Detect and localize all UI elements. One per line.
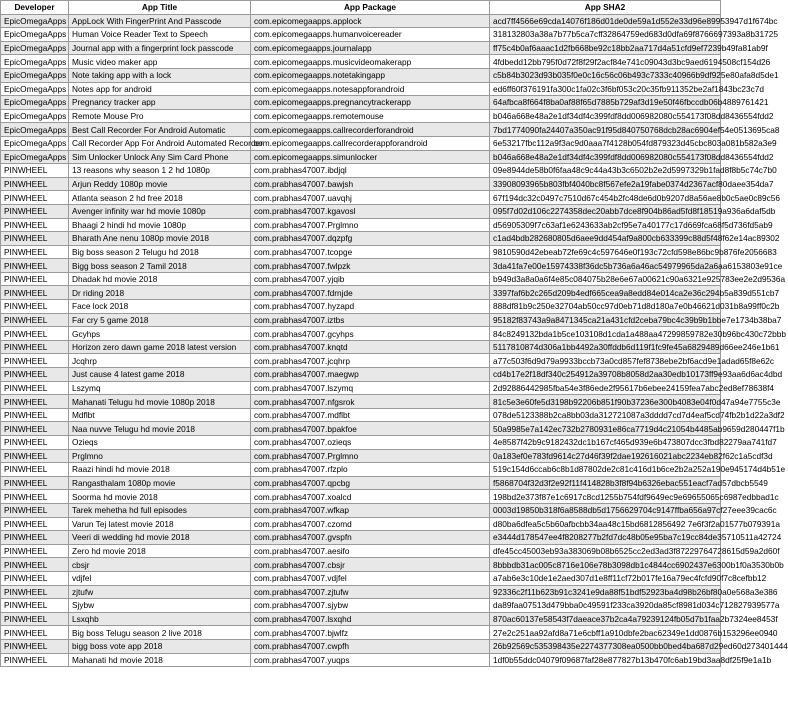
cell-app-sha2: 0a183ef0e783fd9614c27d46f39f2dae192616021abc2234eb82f62c1a5cdf3d bbox=[490, 449, 721, 463]
cell-app-package: com.prabhas47007.cbsjr bbox=[251, 558, 490, 572]
cell-app-package: com.epicomegaapps.callrecorderforandroid bbox=[251, 123, 490, 137]
cell-developer: PINWHEEL bbox=[1, 653, 69, 667]
table-row bbox=[1, 82, 721, 96]
cell-developer: EpicOmegaApps bbox=[1, 123, 69, 137]
cell-app-sha2: 26b92569c535398435e2274377308ea0500bb0bed4ba687d29ed60d273401444 bbox=[490, 639, 721, 653]
cell-app-sha2: 67f194dc32c0497c7510d67c454b2fc48de6d0b9207d8a56ae8b0c5ae0c89c56 bbox=[490, 191, 721, 205]
cell-app-package: com.prabhas47007.ibdjql bbox=[251, 164, 490, 178]
table-row bbox=[1, 476, 721, 490]
cell-app-title: Human Voice Reader Text to Speech bbox=[69, 28, 251, 42]
cell-developer: EpicOmegaApps bbox=[1, 28, 69, 42]
cell-app-title: Horizon zero dawn game 2018 latest version bbox=[69, 340, 251, 354]
table-row bbox=[1, 558, 721, 572]
cell-app-package: com.prabhas47007.bpakfoe bbox=[251, 422, 490, 436]
cell-app-sha2: cd4b17e2f18df340c254912a39708b8058d2aa30edb10173ff9e93aa6d6ac4dbd bbox=[490, 368, 721, 382]
cell-developer: PINWHEEL bbox=[1, 571, 69, 585]
cell-app-package: com.prabhas47007.kgavosl bbox=[251, 204, 490, 218]
cell-app-title: Raazi hindi hd movie 2018 bbox=[69, 463, 251, 477]
cell-app-sha2: 5117810874d306a1bb4492a30ffddb6d119f1fc9fe45a6829489d66ee246e1b61 bbox=[490, 340, 721, 354]
cell-app-title: vdjfel bbox=[69, 571, 251, 585]
cell-app-sha2: b046a668e48a2e1df34df4c399fdf8dd006982080c554173f08dd8436554fdd2 bbox=[490, 150, 721, 164]
cell-app-package: com.prabhas47007.nfgsrok bbox=[251, 395, 490, 409]
cell-developer: PINWHEEL bbox=[1, 191, 69, 205]
cell-app-sha2: b949d3a8a0a6f4e85c084075b28e6e67a00621c90a6321e925783ee2e2d9536a bbox=[490, 272, 721, 286]
cell-app-package: com.prabhas47007.hyzapd bbox=[251, 300, 490, 314]
cell-app-package: com.prabhas47007.tcopge bbox=[251, 245, 490, 259]
cell-app-title: Best Call Recorder For Android Automatic bbox=[69, 123, 251, 137]
cell-app-title: Just cause 4 latest game 2018 bbox=[69, 368, 251, 382]
cell-app-package: com.prabhas47007.Prglmno bbox=[251, 449, 490, 463]
cell-app-package: com.prabhas47007.lszymq bbox=[251, 381, 490, 395]
cell-app-sha2: 4fdbedd12bb795f0d72f8f29f2acf84e741c09043d3bc9aed6194508cf154d26 bbox=[490, 55, 721, 69]
cell-app-title: Call Recorder App For Android Automated Recorder bbox=[69, 136, 251, 150]
cell-developer: PINWHEEL bbox=[1, 313, 69, 327]
cell-app-title: Dr riding 2018 bbox=[69, 286, 251, 300]
table-row bbox=[1, 204, 721, 218]
table-row bbox=[1, 272, 721, 286]
cell-developer: PINWHEEL bbox=[1, 300, 69, 314]
cell-developer: EpicOmegaApps bbox=[1, 136, 69, 150]
cell-developer: PINWHEEL bbox=[1, 517, 69, 531]
table-row bbox=[1, 408, 721, 422]
table-row bbox=[1, 436, 721, 450]
table-row bbox=[1, 531, 721, 545]
table-row bbox=[1, 503, 721, 517]
cell-app-title: Arjun Reddy 1080p movie bbox=[69, 177, 251, 191]
cell-developer: PINWHEEL bbox=[1, 490, 69, 504]
cell-developer: PINWHEEL bbox=[1, 408, 69, 422]
table-row bbox=[1, 164, 721, 178]
cell-app-package: com.epicomegaapps.humanvoicereader bbox=[251, 28, 490, 42]
cell-app-sha2: 2d92886442985fba54e3f86ede2f95617b6ebee24159fea7abc2ed8ef78638f4 bbox=[490, 381, 721, 395]
cell-app-package: com.epicomegaapps.callrecorderappforandroid bbox=[251, 136, 490, 150]
cell-app-title: Rangasthalam 1080p movie bbox=[69, 476, 251, 490]
table-row bbox=[1, 463, 721, 477]
cell-app-title: Mahanati Telugu hd movie 1080p 2018 bbox=[69, 395, 251, 409]
cell-developer: PINWHEEL bbox=[1, 503, 69, 517]
cell-app-package: com.prabhas47007.xoalcd bbox=[251, 490, 490, 504]
cell-app-package: com.epicomegaapps.journalapp bbox=[251, 41, 490, 55]
table-row bbox=[1, 218, 721, 232]
table-row bbox=[1, 28, 721, 42]
cell-app-package: com.epicomegaapps.notesappforandroid bbox=[251, 82, 490, 96]
cell-developer: PINWHEEL bbox=[1, 272, 69, 286]
cell-app-sha2: b046a668e48a2e1df34df4c399fdf8dd006982080c554173f08dd8436554fdd2 bbox=[490, 109, 721, 123]
cell-developer: PINWHEEL bbox=[1, 449, 69, 463]
cell-app-title: Note taking app with a lock bbox=[69, 68, 251, 82]
table-row bbox=[1, 422, 721, 436]
table-row bbox=[1, 368, 721, 382]
cell-app-title: Music video maker app bbox=[69, 55, 251, 69]
cell-developer: PINWHEEL bbox=[1, 204, 69, 218]
cell-app-title: Face lock 2018 bbox=[69, 300, 251, 314]
cell-app-package: com.epicomegaapps.remotemouse bbox=[251, 109, 490, 123]
cell-developer: PINWHEEL bbox=[1, 558, 69, 572]
table-row bbox=[1, 639, 721, 653]
table-row bbox=[1, 68, 721, 82]
cell-app-sha2: acd7ff4566e69cda14076f186d01de0de59a1d552e33d96e89953947d1f674bc bbox=[490, 14, 721, 28]
cell-app-title: Veeri di wedding hd movie 2018 bbox=[69, 531, 251, 545]
cell-developer: PINWHEEL bbox=[1, 218, 69, 232]
table-row bbox=[1, 123, 721, 137]
cell-developer: PINWHEEL bbox=[1, 340, 69, 354]
cell-app-title: cbsjr bbox=[69, 558, 251, 572]
table-row bbox=[1, 259, 721, 273]
cell-developer: PINWHEEL bbox=[1, 259, 69, 273]
cell-app-package: com.prabhas47007.bawjsh bbox=[251, 177, 490, 191]
cell-app-package: com.prabhas47007.lsxqhd bbox=[251, 612, 490, 626]
cell-app-package: com.epicomegaapps.simunlocker bbox=[251, 150, 490, 164]
cell-app-sha2: 84c8249132bda1b5ce103108d1cda1a488aa47299859782e30b96bc430c72bbb bbox=[490, 327, 721, 341]
cell-developer: PINWHEEL bbox=[1, 612, 69, 626]
cell-app-package: com.prabhas47007.jcqhrp bbox=[251, 354, 490, 368]
cell-app-sha2: 8bbbdb31ac005c8716e106e78b3098db1c4844cc6902437e6300b1f0a3530b0b bbox=[490, 558, 721, 572]
cell-app-sha2: 318132803a38a7b77b5ca7cff32864759ed683d0dfa69f8766697393a8b31725 bbox=[490, 28, 721, 42]
cell-app-package: com.prabhas47007.yjqib bbox=[251, 272, 490, 286]
table-row bbox=[1, 517, 721, 531]
cell-app-sha2: dfe45cc45003eb93a383069b08b6525cc2ed3ad3f87229764728615d59a2d60f bbox=[490, 544, 721, 558]
cell-app-sha2: 95182f83743a9a8471345ca21a431cfd2ceba79bc4c39b9b1bbe7e1734b38ba7 bbox=[490, 313, 721, 327]
table-row bbox=[1, 571, 721, 585]
cell-app-sha2: f5868704f32d3f2e92f11f414828b3f8f94b6326ebac551eacf7ad57dbcb5549 bbox=[490, 476, 721, 490]
cell-app-title: Ozieqs bbox=[69, 436, 251, 450]
cell-app-sha2: 0003d19850b318f6a8588db5d1756629704c9147ffba656a97cf27eee39cac6c bbox=[490, 503, 721, 517]
cell-app-title: Bhaagi 2 hindi hd movie 1080p bbox=[69, 218, 251, 232]
cell-app-package: com.epicomegaapps.applock bbox=[251, 14, 490, 28]
table-row bbox=[1, 300, 721, 314]
table-row bbox=[1, 136, 721, 150]
header-app-package: App Package bbox=[251, 1, 490, 15]
table-row bbox=[1, 109, 721, 123]
cell-app-title: Big boss season 2 Telugu hd 2018 bbox=[69, 245, 251, 259]
cell-developer: PINWHEEL bbox=[1, 599, 69, 613]
cell-app-title: Far cry 5 game 2018 bbox=[69, 313, 251, 327]
cell-app-package: com.prabhas47007.bjwlfz bbox=[251, 626, 490, 640]
cell-app-title: Notes app for android bbox=[69, 82, 251, 96]
table-row bbox=[1, 55, 721, 69]
table-row bbox=[1, 96, 721, 110]
cell-app-title: Zero hd movie 2018 bbox=[69, 544, 251, 558]
cell-developer: PINWHEEL bbox=[1, 177, 69, 191]
cell-app-sha2: e3444d178547ee4f8208277b2fd7dc48b05e95ba7c19cc84de35710511a42724 bbox=[490, 531, 721, 545]
cell-app-sha2: 6e53217fbc112a9f3ac9d0aaa7f4128b054fd879323d45cbc803a081b582a3e9 bbox=[490, 136, 721, 150]
cell-developer: PINWHEEL bbox=[1, 544, 69, 558]
cell-app-title: Big boss Telugu season 2 live 2018 bbox=[69, 626, 251, 640]
cell-app-package: com.prabhas47007.knqtd bbox=[251, 340, 490, 354]
cell-app-sha2: c5b84b3023d93b035f0e0c16c56c06b493c7333c40966b9df925e80afa8d5de1 bbox=[490, 68, 721, 82]
cell-app-title: Mahanati hd movie 2018 bbox=[69, 653, 251, 667]
cell-developer: PINWHEEL bbox=[1, 476, 69, 490]
cell-developer: PINWHEEL bbox=[1, 395, 69, 409]
cell-app-package: com.prabhas47007.vdjfel bbox=[251, 571, 490, 585]
table-row bbox=[1, 381, 721, 395]
header-app-title: App Title bbox=[69, 1, 251, 15]
cell-app-title: Gcyhps bbox=[69, 327, 251, 341]
table-row bbox=[1, 585, 721, 599]
cell-app-title: Soorma hd movie 2018 bbox=[69, 490, 251, 504]
cell-developer: EpicOmegaApps bbox=[1, 96, 69, 110]
cell-app-sha2: a7ab6e3c10de1e2aed307d1e8ff11cf72b017fe16a79ec4fcfd90f7c8cefbb12 bbox=[490, 571, 721, 585]
cell-app-package: com.prabhas47007.sjybw bbox=[251, 599, 490, 613]
cell-app-package: com.prabhas47007.zjtufw bbox=[251, 585, 490, 599]
table-row bbox=[1, 14, 721, 28]
table-row bbox=[1, 599, 721, 613]
cell-app-sha2: 519c154d6ccab6c8b1d87802de2c81c416d1b6ce2b2a252a190e945174d4b51e bbox=[490, 463, 721, 477]
cell-app-sha2: 095f7d02d106c2274358dec20abb7dce8f904b86ad5fd8f18519a936a6daf5db bbox=[490, 204, 721, 218]
cell-app-package: com.prabhas47007.cwpfh bbox=[251, 639, 490, 653]
table-row bbox=[1, 653, 721, 667]
table-row bbox=[1, 191, 721, 205]
cell-developer: EpicOmegaApps bbox=[1, 41, 69, 55]
cell-app-package: com.prabhas47007.gcyhps bbox=[251, 327, 490, 341]
cell-app-sha2: 9810590d42ebeab72fe69c4c597646e0f193c72cfd598e86bc9b876fe2056683 bbox=[490, 245, 721, 259]
cell-developer: EpicOmegaApps bbox=[1, 14, 69, 28]
cell-developer: PINWHEEL bbox=[1, 422, 69, 436]
cell-developer: PINWHEEL bbox=[1, 463, 69, 477]
cell-developer: PINWHEEL bbox=[1, 245, 69, 259]
table-row bbox=[1, 612, 721, 626]
cell-app-sha2: 4e8587f42b9c9182432dc1b167cf465d939e6b473807dcc3fbd82279aa741fd7 bbox=[490, 436, 721, 450]
cell-app-title: bigg boss vote app 2018 bbox=[69, 639, 251, 653]
cell-developer: PINWHEEL bbox=[1, 327, 69, 341]
table-row bbox=[1, 395, 721, 409]
cell-app-title: Lszymq bbox=[69, 381, 251, 395]
cell-app-title: Bigg boss season 2 Tamil 2018 bbox=[69, 259, 251, 273]
header-row bbox=[1, 1, 721, 15]
table-row bbox=[1, 449, 721, 463]
table-row bbox=[1, 150, 721, 164]
cell-app-title: Varun Tej latest movie 2018 bbox=[69, 517, 251, 531]
cell-app-package: com.prabhas47007.yuqps bbox=[251, 653, 490, 667]
cell-developer: PINWHEEL bbox=[1, 286, 69, 300]
cell-app-sha2: 27e2c251aa92afd8a71e6cbff1a910dbfe2bac62349e1dd0876b153296ee0940 bbox=[490, 626, 721, 640]
cell-app-package: com.epicomegaapps.pregnancytrackerapp bbox=[251, 96, 490, 110]
cell-app-title: Journal app with a fingerprint lock passcode bbox=[69, 41, 251, 55]
cell-app-sha2: 888df81b9c250e32704ab50cc97d0eb71d8d180a7e0b46621d031b8a99ff0c2b bbox=[490, 300, 721, 314]
cell-app-package: com.prabhas47007.gvspfn bbox=[251, 531, 490, 545]
cell-app-package: com.prabhas47007.qpcbg bbox=[251, 476, 490, 490]
cell-developer: PINWHEEL bbox=[1, 639, 69, 653]
cell-app-sha2: d80ba6dfea5c5b60afbcbb34aa48c15bd6812856492 7e6f3f2a01577b079391a bbox=[490, 517, 721, 531]
cell-app-package: com.prabhas47007.uavqhj bbox=[251, 191, 490, 205]
cell-developer: PINWHEEL bbox=[1, 368, 69, 382]
cell-app-package: com.prabhas47007.maegwp bbox=[251, 368, 490, 382]
cell-app-sha2: 81c5e3e60fe5d3198b92206b851f90b37236e300b4083e04f0d47a94e7755c3e bbox=[490, 395, 721, 409]
cell-app-title: Naa nuvve Telugu hd movie 2018 bbox=[69, 422, 251, 436]
cell-developer: EpicOmegaApps bbox=[1, 55, 69, 69]
cell-app-package: com.prabhas47007.Prglmno bbox=[251, 218, 490, 232]
cell-app-package: com.epicomegaapps.notetakingapp bbox=[251, 68, 490, 82]
cell-app-title: Remote Mouse Pro bbox=[69, 109, 251, 123]
table-row bbox=[1, 327, 721, 341]
table-row bbox=[1, 286, 721, 300]
cell-app-title: AppLock With FingerPrint And Passcode bbox=[69, 14, 251, 28]
cell-app-package: com.epicomegaapps.musicvideomakerapp bbox=[251, 55, 490, 69]
cell-app-title: Atlanta season 2 hd free 2018 bbox=[69, 191, 251, 205]
cell-app-title: Mdflbt bbox=[69, 408, 251, 422]
cell-app-title: Bharath Ane nenu 1080p movie 2018 bbox=[69, 232, 251, 246]
cell-app-sha2: a77c503f6d9d79a9933bccb73a0cd857fef8738ebe2bf6acd9e1adad65f8e62c bbox=[490, 354, 721, 368]
cell-developer: EpicOmegaApps bbox=[1, 109, 69, 123]
cell-developer: PINWHEEL bbox=[1, 585, 69, 599]
cell-app-sha2: 33908093965b803fbf4040bc8f567efe2a19fabe0374d2367acf80daee354da7 bbox=[490, 177, 721, 191]
cell-app-sha2: c1ad4bdb282680805d6aee9dd454af9a800cb633399c88d5f48f62e14ac89302 bbox=[490, 232, 721, 246]
table-row bbox=[1, 41, 721, 55]
cell-developer: PINWHEEL bbox=[1, 164, 69, 178]
cell-developer: PINWHEEL bbox=[1, 381, 69, 395]
cell-app-sha2: ed6ff60f376191fa300c1fa02c3f6bf053c20c35fb911352be2af1843bc23c7d bbox=[490, 82, 721, 96]
cell-developer: PINWHEEL bbox=[1, 232, 69, 246]
cell-developer: EpicOmegaApps bbox=[1, 82, 69, 96]
cell-developer: EpicOmegaApps bbox=[1, 150, 69, 164]
cell-app-package: com.prabhas47007.aesifo bbox=[251, 544, 490, 558]
cell-app-sha2: d56905309f7c63af1e6243633ab2cf95e7a40177c17d669fca68f5d736fd5ab9 bbox=[490, 218, 721, 232]
cell-app-package: com.prabhas47007.fdrnjde bbox=[251, 286, 490, 300]
cell-app-title: Sim Unlocker Unlock Any Sim Card Phone bbox=[69, 150, 251, 164]
cell-app-package: com.prabhas47007.rfzplo bbox=[251, 463, 490, 477]
header-developer: Developer bbox=[1, 1, 69, 15]
cell-app-sha2: 92336c2f11b623b91c3241e9da88f51bdf52923ba4d98b26bf80a0e568a3e386 bbox=[490, 585, 721, 599]
cell-app-title: Pregnancy tracker app bbox=[69, 96, 251, 110]
table-row bbox=[1, 626, 721, 640]
table-row bbox=[1, 490, 721, 504]
cell-app-title: zjtufw bbox=[69, 585, 251, 599]
cell-app-package: com.prabhas47007.dqzpfg bbox=[251, 232, 490, 246]
cell-developer: PINWHEEL bbox=[1, 354, 69, 368]
cell-app-sha2: 64afbca8f664f8ba0af88f65d7885b729af3d19e50f46fbccdb06b4889761421 bbox=[490, 96, 721, 110]
cell-developer: PINWHEEL bbox=[1, 626, 69, 640]
cell-developer: PINWHEEL bbox=[1, 436, 69, 450]
cell-app-sha2: 09e8944de58b0f6faa48c9c44a43b3c6502b2e2d5997329b1fad8f8b5c74c7b0 bbox=[490, 164, 721, 178]
cell-app-package: com.prabhas47007.wfkap bbox=[251, 503, 490, 517]
table-row bbox=[1, 340, 721, 354]
header-app-sha2: App SHA2 bbox=[490, 1, 721, 15]
table-row bbox=[1, 245, 721, 259]
cell-app-sha2: 198bd2e373f87e1c6917c8cd1255b754fdf9649ec9e69655065c6987edbbad1c bbox=[490, 490, 721, 504]
cell-developer: PINWHEEL bbox=[1, 531, 69, 545]
cell-app-sha2: da89faa07513d479bba0c49591f233ca3920da85cf8981d034c712827939577a bbox=[490, 599, 721, 613]
cell-app-title: Avenger infinity war hd movie 1080p bbox=[69, 204, 251, 218]
cell-app-sha2: 078de5123388b2ca8bb03da312721087a3dddd7cd7d4eaf5cd74fb2b1d22a3df2 bbox=[490, 408, 721, 422]
cell-app-title: Dhadak hd movie 2018 bbox=[69, 272, 251, 286]
cell-app-package: com.prabhas47007.ozieqs bbox=[251, 436, 490, 450]
cell-app-package: com.prabhas47007.czomd bbox=[251, 517, 490, 531]
cell-app-sha2: 7bd1774090fa24407a350ac91f95d840750768dcb28ac6904ef54e0513695ca8 bbox=[490, 123, 721, 137]
table-body bbox=[1, 14, 788, 667]
cell-app-title: Tarek mehetha hd full episodes bbox=[69, 503, 251, 517]
cell-app-title: Lsxqhb bbox=[69, 612, 251, 626]
cell-app-sha2: 3397faf6b2c265d209b4edf665cea9a8edd84e014ca2e36c294b5a839d551cb7 bbox=[490, 286, 721, 300]
cell-app-sha2: ff75c4b0af6aaac1d2fb668be92c18bb2aa717d4a51cfd9ef7239b49fa81ab9f bbox=[490, 41, 721, 55]
table-row bbox=[1, 354, 721, 368]
cell-app-sha2: 3da41fa7e00e15974338f36dc5b736a6a46ac54979965da2a6aa6153803e91ce bbox=[490, 259, 721, 273]
table-row bbox=[1, 232, 721, 246]
table-row bbox=[1, 544, 721, 558]
cell-developer: EpicOmegaApps bbox=[1, 68, 69, 82]
cell-app-title: Jcqhrp bbox=[69, 354, 251, 368]
cell-app-package: com.prabhas47007.fwlpzk bbox=[251, 259, 490, 273]
table-row bbox=[1, 313, 721, 327]
cell-app-sha2: 1df0b55ddc04079f09687faf28e877827b13b470fc6ab19bd3aa8df25f9e1a1b bbox=[490, 653, 721, 667]
cell-app-package: com.prabhas47007.mdflbt bbox=[251, 408, 490, 422]
cell-app-sha2: 50a9985e7a142ec732b2780931e86ca7719d4c21054b4485ab9659d280447f1b bbox=[490, 422, 721, 436]
cell-app-title: 13 reasons why season 1 2 hd 1080p bbox=[69, 164, 251, 178]
cell-app-sha2: 870ac60137e58543f7daeace37b2ca4a79239124fb05d7b1faa2b7324ee8453f bbox=[490, 612, 721, 626]
cell-app-title: Prglmno bbox=[69, 449, 251, 463]
cell-app-title: Sjybw bbox=[69, 599, 251, 613]
table-row bbox=[1, 177, 721, 191]
cell-app-package: com.prabhas47007.iztbs bbox=[251, 313, 490, 327]
